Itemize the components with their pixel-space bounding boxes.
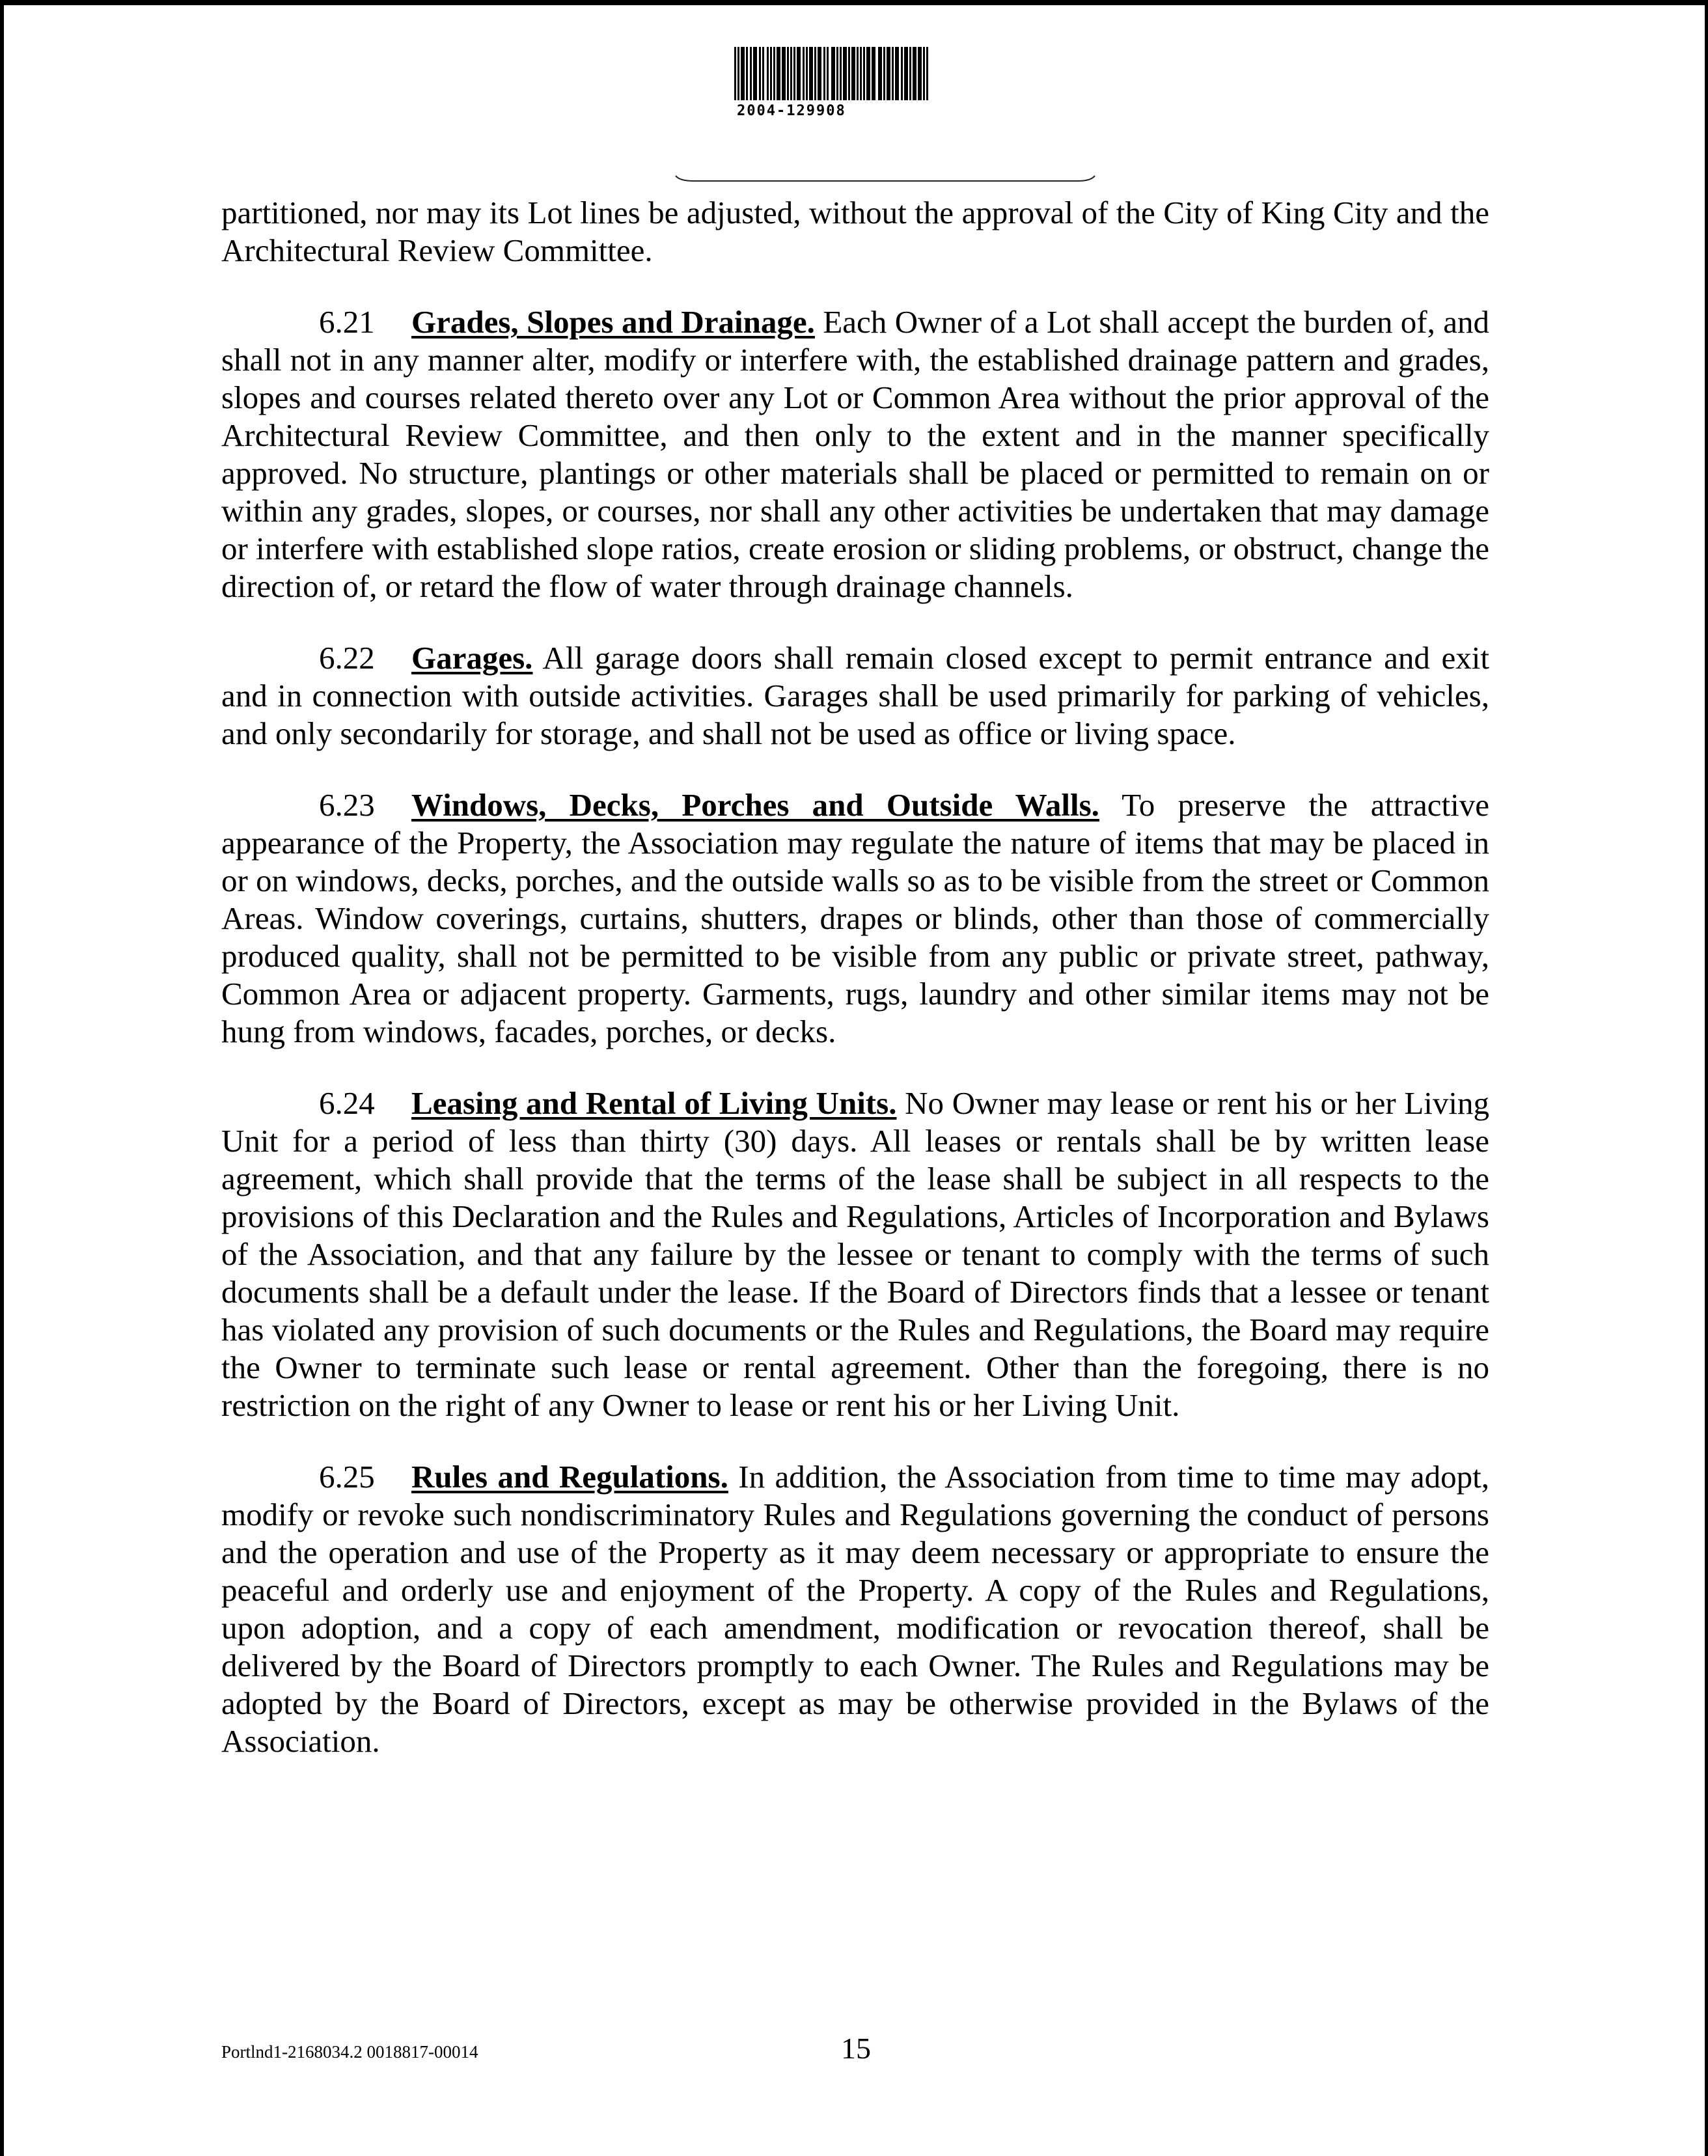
recording-barcode	[734, 47, 1035, 119]
section-number: 6.25	[319, 1459, 375, 1495]
scan-border-top	[0, 0, 1708, 5]
page-number: 15	[841, 2032, 871, 2065]
footer-document-id: Portlnd1-2168034.2 0018817-00014	[221, 2042, 478, 2062]
section-body: No Owner may lease or rent his or her Living Unit for a period of less than thirty (30) days. All leases or rentals shall be by written lease agreement, which shall provide that the terms of the lease shall be subject in all respects to the provisions of this Declaration and the Rules and Regulations, Articles of Incorporation and Bylaws of the Association, and that any failure by the lessee or tenant to comply with the terms of such documents shall be a default under the lease. If the Board of Directors finds that a lessee or tenant has violated any provision of such documents or the Rules and Regulations, the Board may require the Owner to terminate such lease or rental agreement. Other than the foregoing, there is no restriction on the right of any Owner to lease or rent his or her Living Unit.	[221, 1085, 1489, 1423]
section-number: 6.21	[319, 304, 375, 340]
section-body: All garage doors shall remain closed except to permit entrance and exit and in connection with outside activities. Garages shall be used primarily for parking of vehicles, and only secondarily for storage, and shall not be used as office or living space.	[221, 640, 1489, 751]
intro-paragraph: partitioned, nor may its Lot lines be adjusted, without the approval of the City of King City and the Architectural Review Committee.	[221, 195, 1489, 268]
section-6-23	[221, 786, 1489, 1051]
section-heading: Rules and Regulations.	[411, 1459, 728, 1495]
section-heading: Windows, Decks, Porches and Outside Walls.	[411, 787, 1099, 823]
stamp-underline	[674, 173, 1096, 186]
barcode-icon	[734, 47, 1035, 100]
section-body: In addition, the Association from time to time may adopt, modify or revoke such nondiscriminatory Rules and Regulations governing the conduct of persons and the operation and use of the Property as it may deem necessary or appropriate to ensure the peaceful and orderly use and enjoyment of the Property. A copy of the Rules and Regulations, upon adoption, and a copy of each amendment, modification or revocation thereof, shall be delivered by the Board of Directors promptly to each Owner. The Rules and Regulations may be adopted by the Board of Directors, except as may be otherwise provided in the Bylaws of the Association.	[221, 1459, 1490, 1759]
scan-border-right	[1705, 0, 1708, 2156]
barcode-number: 2004-129908	[737, 103, 846, 119]
section-heading: Garages.	[411, 640, 533, 676]
scan-border-left	[0, 0, 4, 2156]
section-body: Each Owner of a Lot shall accept the burden of, and shall not in any manner alter, modify or interfere with, the established drainage pattern and grades, slopes and courses related thereto over any Lot or Common Area without the prior approval of the Architectural Review Committee, and then only to the extent and in the manner specifically approved. No structure, plantings or other materials shall be placed or permitted to remain on or within any grades, slopes, or courses, nor shall any other activities be undertaken that may damage or interfere with established slope ratios, create erosion or sliding problems, or obstruct, change the direction of, or retard the flow of water through drainage channels.	[221, 304, 1490, 604]
section-number: 6.24	[319, 1085, 375, 1121]
section-number: 6.23	[319, 787, 375, 823]
section-6-25	[221, 1458, 1489, 1760]
section-6-24	[221, 1085, 1489, 1424]
section-heading: Leasing and Rental of Living Units.	[411, 1085, 897, 1121]
section-heading: Grades, Slopes and Drainage.	[411, 304, 815, 340]
section-6-21	[221, 303, 1489, 605]
section-6-22	[221, 639, 1489, 753]
section-number: 6.22	[319, 640, 375, 676]
section-body: To preserve the attractive appearance of the Property, the Association may regulate the nature of items that may be placed in or on windows, decks, porches, and the outside walls so as to be visible from the street or Common Areas. Window coverings, curtains, shutters, drapes or blinds, other than those of commercially produced quality, shall not be permitted to be visible from any public or private street, pathway, Common Area or adjacent property. Garments, rugs, laundry and other similar items may not be hung from windows, facades, porches, or decks.	[221, 787, 1490, 1049]
document-body	[221, 194, 1489, 1794]
